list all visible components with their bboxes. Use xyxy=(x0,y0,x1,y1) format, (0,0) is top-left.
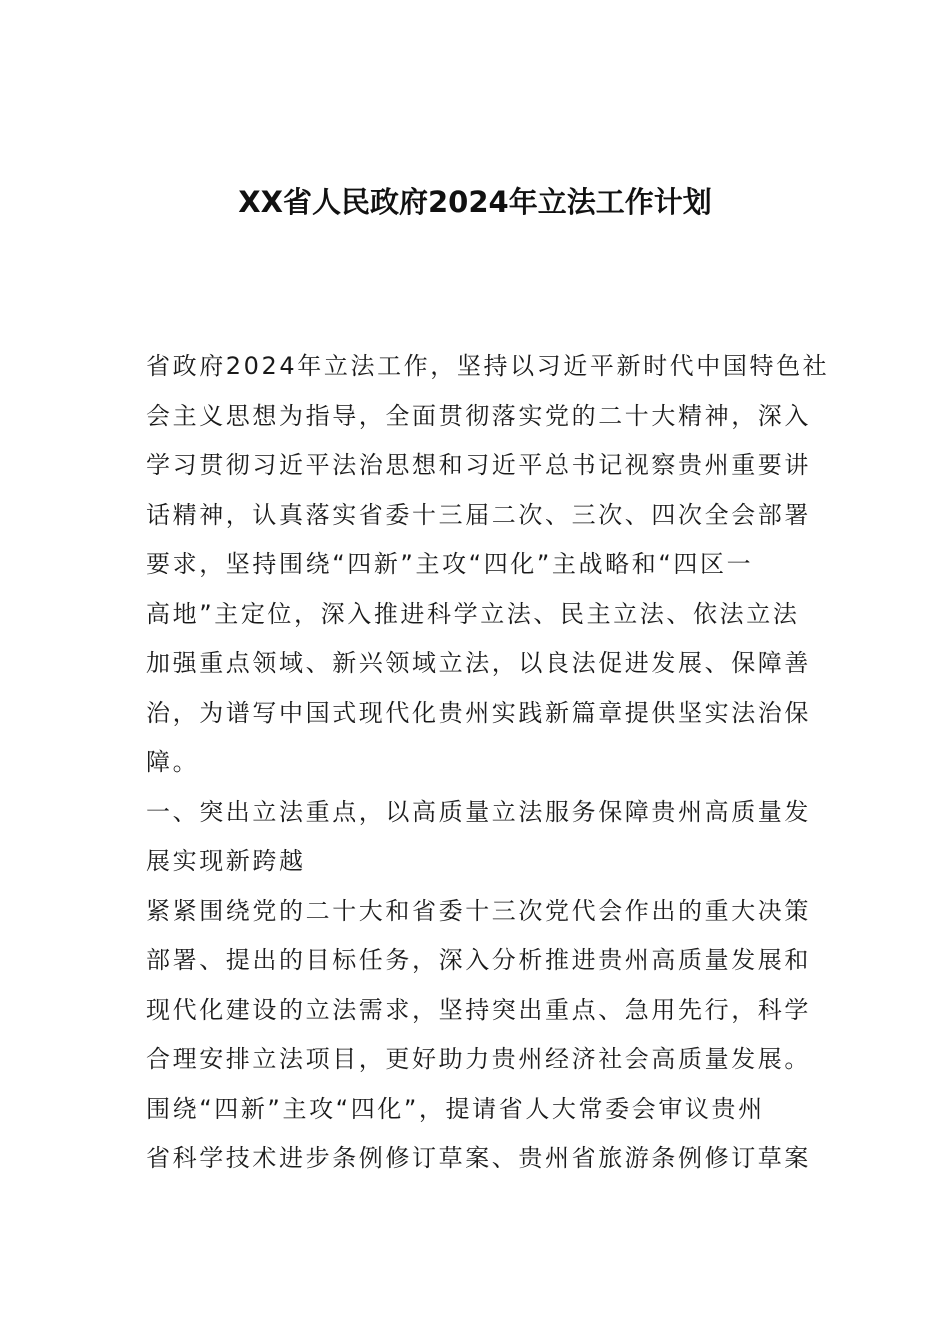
body-line: 障。 xyxy=(146,748,200,776)
body-line: 现代化建设的立法需求，坚持突出重点、急用先行，科学 xyxy=(146,995,811,1024)
body-line: 治，为谱写中国式现代化贵州实践新篇章提供坚实法治保 xyxy=(146,698,811,727)
document-body xyxy=(146,342,830,1184)
body-line: 要求，坚持围绕“四新”主攻“四化”主战略和“四区一 xyxy=(146,550,754,578)
body-line: 部署、提出的目标任务，深入分析推进贵州高质量发展和 xyxy=(146,946,811,974)
body-line: 省科学技术进步条例修订草案、贵州省旅游条例修订草案 xyxy=(146,1144,811,1172)
body-line: 围绕“四新”主攻“四化”，提请省人大常委会审议贵州 xyxy=(146,1094,765,1123)
body-line: 话精神，认真落实省委十三届二次、三次、四次全会部署 xyxy=(146,500,811,529)
body-line: 紧紧围绕党的二十大和省委十三次党代会作出的重大决策 xyxy=(146,896,811,925)
body-line: 合理安排立法项目，更好助力贵州经济社会高质量发展。 xyxy=(146,1045,811,1073)
body-line: 学习贯彻习近平法治思想和习近平总书记视察贵州重要讲 xyxy=(146,451,811,479)
body-line: 加强重点领域、新兴领域立法，以良法促进发展、保障善 xyxy=(146,649,811,677)
section-heading-line: 一、突出立法重点，以高质量立法服务保障贵州高质量发 xyxy=(146,797,811,826)
section-heading-line: 展实现新跨越 xyxy=(146,847,306,875)
body-line: 高地”主定位，深入推进科学立法、民主立法、依法立法 xyxy=(146,599,800,628)
body-line: 省政府2024年立法工作，坚持以习近平新时代中国特色社 xyxy=(146,352,830,380)
document-title: XX省人民政府2024年立法工作计划 xyxy=(238,185,712,219)
body-line: 会主义思想为指导，全面贯彻落实党的二十大精神，深入 xyxy=(146,401,811,430)
